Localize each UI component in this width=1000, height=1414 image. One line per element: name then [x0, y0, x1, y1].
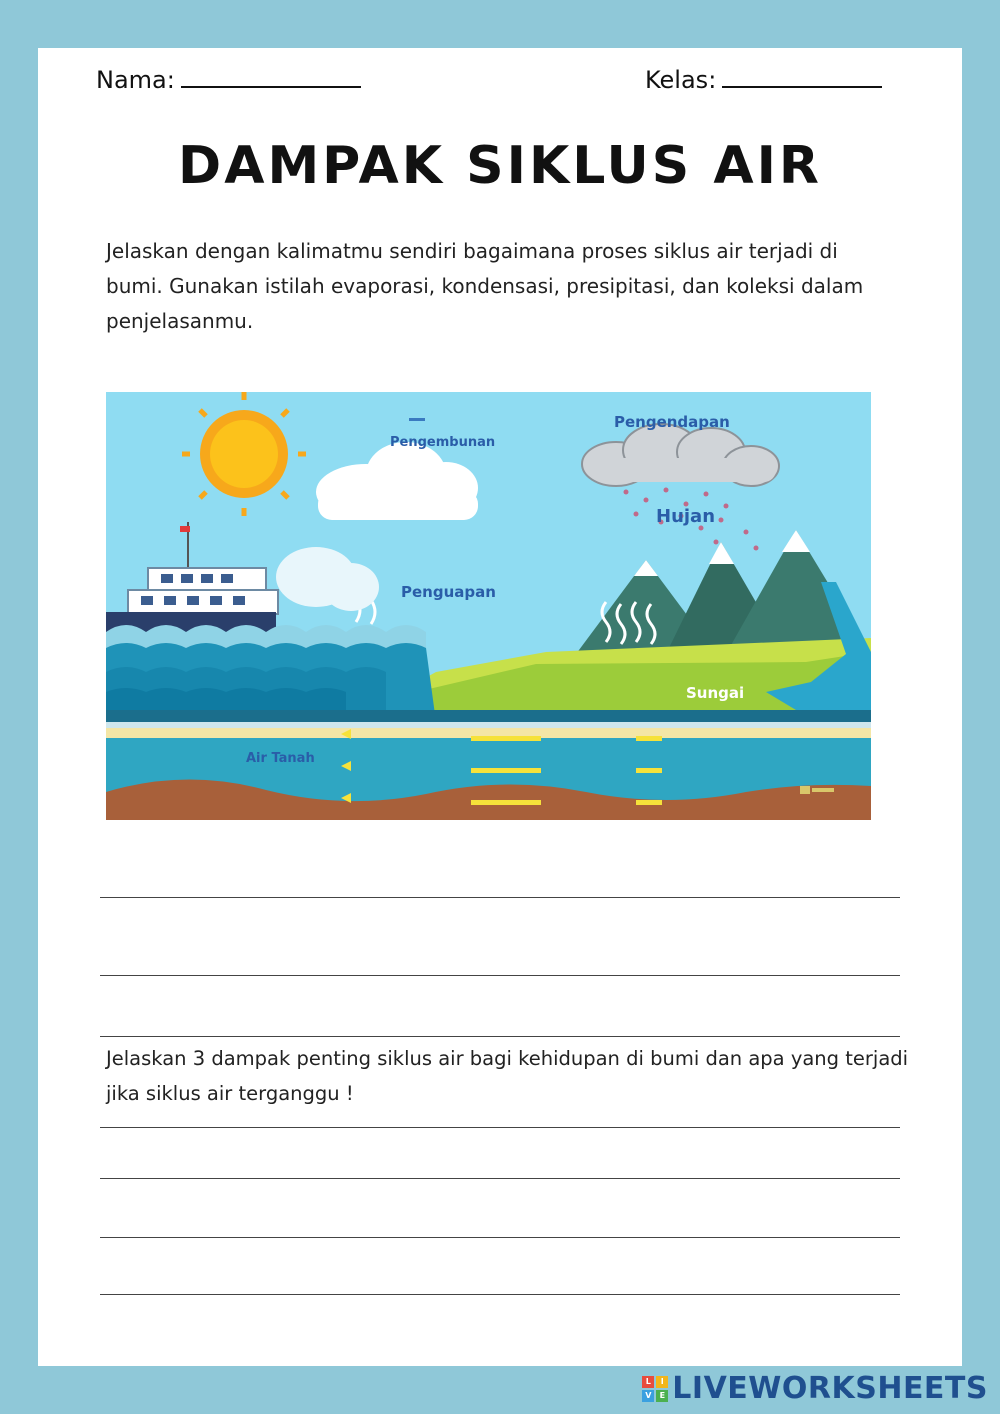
answer-line[interactable] [100, 1127, 900, 1128]
logo-blocks-icon: L I V E [642, 1376, 668, 1402]
condensation-mark [409, 418, 425, 421]
label-condensation: Pengembunan [390, 435, 496, 450]
question-2: Jelaskan 3 dampak penting siklus air bagi kehidupan di bumi dan apa yang terjadi jika siklus air terganggu ! [106, 1047, 909, 1105]
answer-line[interactable] [100, 1294, 900, 1295]
label-evaporation: Penguapan [401, 583, 496, 601]
brand-name: LIVEWORKSHEETS [672, 1371, 988, 1406]
class-field [645, 66, 882, 94]
answer-line[interactable] [100, 1178, 900, 1179]
name-field [96, 66, 361, 94]
water-cycle-diagram [106, 392, 871, 820]
answer-line[interactable] [100, 1036, 900, 1037]
question-1: Jelaskan dengan kalimatmu sendiri bagaimana proses siklus air terjadi di bumi. Gunakan istilah evaporasi, kondensasi, presipitasi, dan koleksi dalam penjelasanmu. [106, 239, 864, 333]
sun-icon [182, 392, 306, 516]
answer-line[interactable] [100, 897, 900, 898]
label-rain: Hujan [656, 506, 716, 527]
class-label: Kelas: [645, 66, 717, 94]
worksheet-title: DAMPAK SIKLUS AIR [178, 136, 822, 196]
label-river: Sungai [686, 684, 745, 702]
answer-line[interactable] [100, 1237, 900, 1238]
label-groundwater: Air Tanah [246, 751, 315, 766]
name-blank-line[interactable] [181, 80, 361, 88]
name-label: Nama: [96, 66, 175, 94]
sea [106, 625, 436, 722]
liveworksheets-logo[interactable] [642, 1371, 988, 1406]
label-precipitation: Pengendapan [614, 413, 730, 431]
answer-line[interactable] [100, 975, 900, 976]
class-blank-line[interactable] [722, 80, 882, 88]
